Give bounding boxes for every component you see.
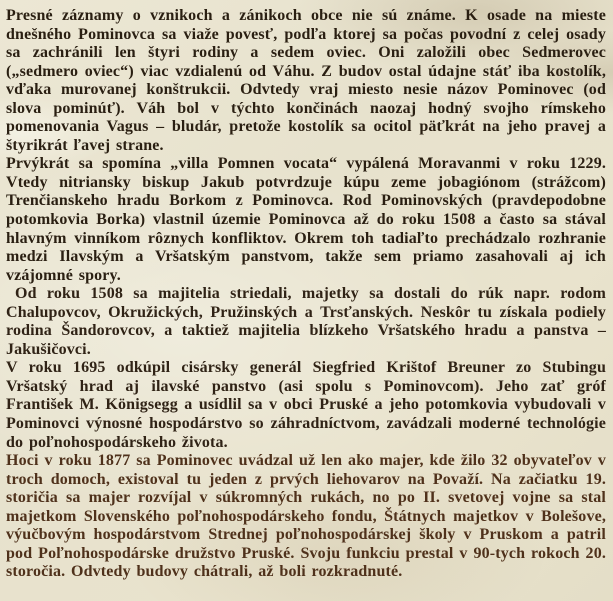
paragraph-owners-1508: Od roku 1508 sa majitelia striedali, majetky sa dostali do rúk napr. rodom Chalupovcov, Okružických, Pružinských a Trsťanských. Neskôr tu získala podiely rodina Šandorovcov, a taktiež majitelia blízkeho Vršatského hradu a panstva – Jakušičovci. [6,285,606,358]
paragraph-first-mention-1229: Prvýkrát sa spomína „villa Pomnen vocata“ vypálená Moravanmi v roku 1229. Vtedy nitriansky biskup Jakub potvrdzuje kúpu zeme jobagiónom (strážcom) Trenčianskeho hradu Borkom z Pominovca. Rod Pominovských (pravdepodobne potomkovia Borka) vlastnil územie Pominovca až do roku 1508 a často sa stával hlavným vinníkom rôznych konfliktov. Okrem toh tadiaľto prechádzalo rozhranie medzi Ilavským a Vršatským panstvom, takže sem priamo zasahovali aj ich vzájomné spory. [6,155,606,284]
paragraph-breuner-1695: V roku 1695 odkúpil cisársky generál Siegfried Krištof Breuner zo Stubingu Vršatský hrad aj ilavské panstvo (asi spolu s Pominovcom). Jeho zať gróf František M. Königsegg a usídlil sa v obci Pruské a jeho potomkovia vybudovali v Pominovci výnosné hospodárstvo so záhradníctvom, zavádzali moderné technológie do poľnohospodárskeho života. [6,359,606,451]
paragraph-majer-1877: Hoci v roku 1877 sa Pominovec uvádzal už len ako majer, kde žilo 32 obyvateľov v troch domoch, existoval tu jeden z prvých liehovarov na Považí. Na začiatku 19. storičia sa majer rozvíjal v súkromných rukách, no po II. svetovej vojne sa stal majetkom Slovenského poľnohospodárskeho fondu, Štátnych majetkov v Bolešove, výučbovým hospodárstvom Strednej poľnohospodárskej školy v Pruskom a patril pod Poľnohospodárske družstvo Pruské. Svoju funkciu prestal v 90-tych rokoch 20. storočia. Odvtedy budovy chátrali, až boli rozkradnuté. [6,452,606,581]
paragraph-legend-origin: Presné záznamy o vznikoch a zánikoch obce nie sú známe. K osade na mieste dnešného Pominovca sa viaže povesť, podľa ktorej sa počas povodní z celej osady sa zachránili len štyri rodiny a sedem oviec. Oni založili obec Sedmerovec („sedmero oviec“) viac vzdialenú od Váhu. Z budov ostal údajne stáť iba kostolík, vďaka murovanej konštrukcii. Odvtedy vraj miesto nesie názov Pominovec (od slova pominúť). Váh bol v týchto končinách naozaj hodný svojho rímskeho pomenovania Vagus – bludár, pretože kostolík sa ocitol päťkrát na jeho pravej a štyrikrát ľavej strane. [6,7,606,154]
